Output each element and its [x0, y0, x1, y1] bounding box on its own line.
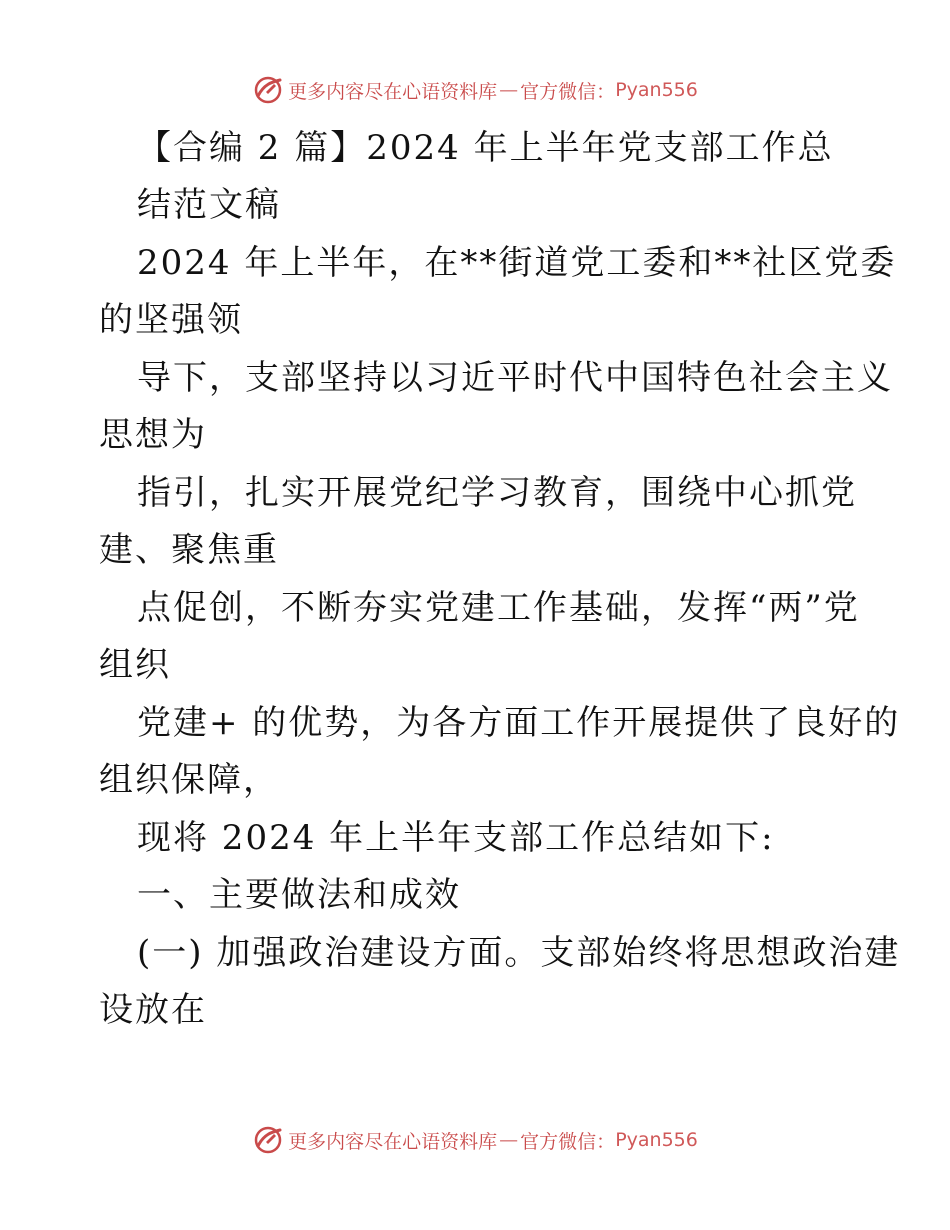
paragraph-4-line-2: 组织 — [99, 645, 171, 685]
paragraph-3-line-2: 建、聚焦重 — [99, 530, 279, 570]
paragraph-2-line-2: 思想为 — [99, 415, 207, 455]
watermark-separator: — — [499, 79, 519, 101]
header-watermark — [0, 70, 950, 110]
paragraph-5-line-1: 党建+ 的优势，为各方面工作开展提供了良好的 — [137, 703, 901, 743]
section-heading-1: 一、主要做法和成效 — [137, 875, 461, 915]
watermark-separator: — — [499, 1129, 519, 1151]
watermark-wechat-label: 官方微信： — [520, 80, 616, 103]
pen-swirl-logo-icon — [252, 74, 284, 106]
paragraph-3-line-1: 指引，扎实开展党纪学习教育，围绕中心抓党 — [137, 473, 857, 513]
watermark-site-text: 更多内容尽在心语资料库 — [288, 1130, 498, 1153]
document-title-line-1: 【合编 2 篇】2024 年上半年党支部工作总 — [137, 128, 834, 168]
watermark-site-text: 更多内容尽在心语资料库 — [288, 80, 498, 103]
document-title-line-2: 结范文稿 — [137, 185, 281, 225]
paragraph-1-line-1: 2024 年上半年，在**街道党工委和**社区党委 — [137, 243, 897, 283]
footer-watermark — [0, 1120, 950, 1160]
paragraph-1-line-2: 的坚强领 — [99, 300, 243, 340]
watermark-wechat-label: 官方微信： — [520, 1130, 616, 1153]
pen-swirl-logo-icon — [252, 1124, 284, 1156]
paragraph-2-line-1: 导下，支部坚持以习近平时代中国特色社会主义 — [137, 358, 893, 398]
paragraph-4-line-1: 点促创，不断夯实党建工作基础，发挥“两”党 — [137, 588, 860, 628]
paragraph-7-line-2: 设放在 — [99, 990, 207, 1030]
paragraph-5-line-2: 组织保障， — [99, 760, 279, 800]
watermark-wechat-id: Pyan556 — [615, 79, 698, 101]
watermark-wechat-id: Pyan556 — [615, 1129, 698, 1151]
paragraph-7-line-1: (一) 加强政治建设方面。支部始终将思想政治建 — [137, 933, 901, 973]
paragraph-6-line-1: 现将 2024 年上半年支部工作总结如下: — [137, 818, 775, 858]
